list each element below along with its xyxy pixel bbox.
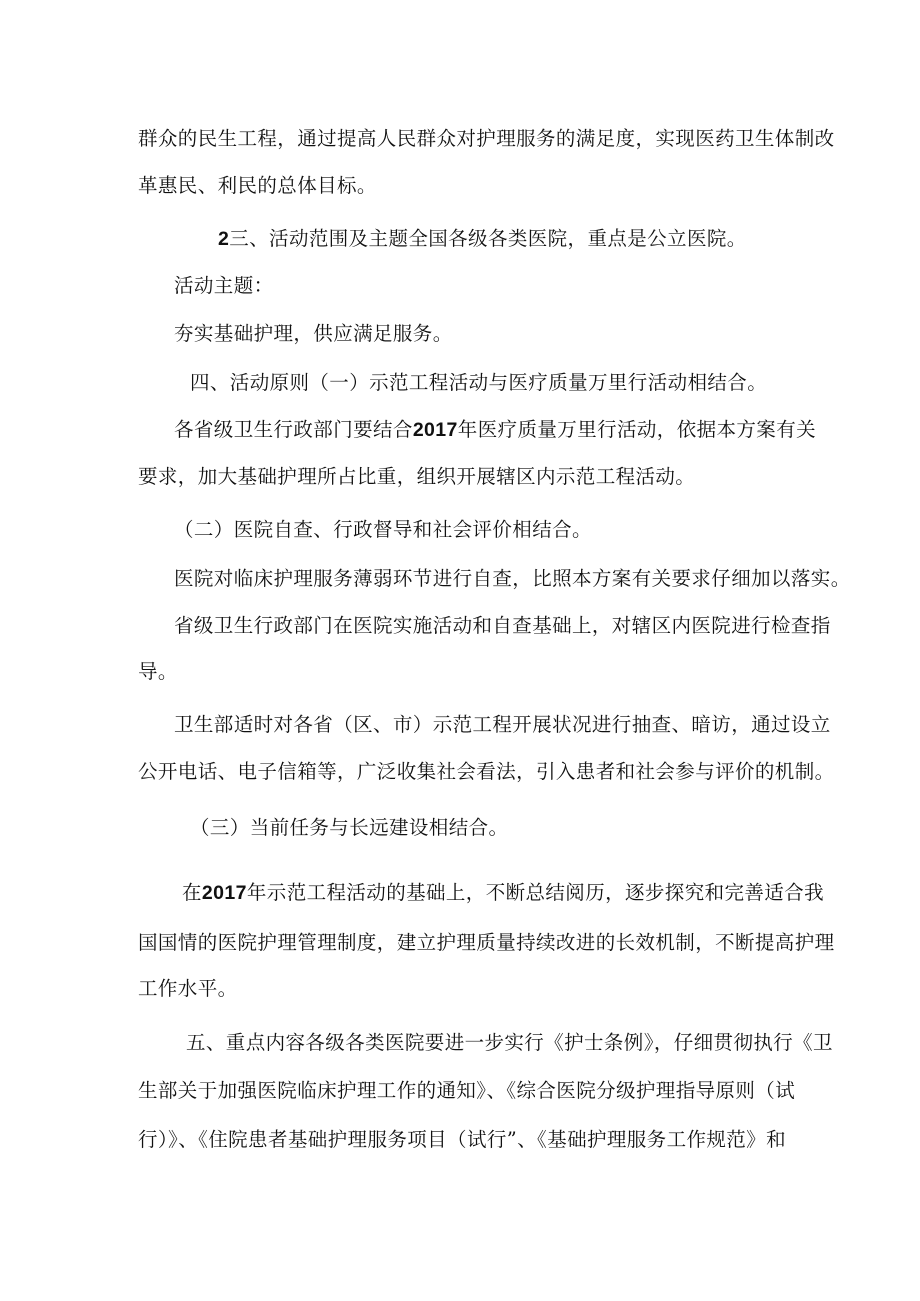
text-line: 五、重点内容各级各类医院要进一步实行《护士条例》，仔细贯彻执行《卫 <box>186 1031 833 1054</box>
text-line: 卫生部适时对各省（区、市）示范工程开展状况进行抽查、暗访，通过设立 <box>174 713 831 736</box>
text-line: 工作水平。 <box>138 977 238 1000</box>
text-line: 生部关于加强医院临床护理工作的通知》、《综合医院分级护理指导原则（试 <box>138 1079 796 1102</box>
text-line: （三）当前任务与长远建设相结合。 <box>190 816 509 839</box>
text-line: 活动主题： <box>174 274 274 297</box>
text-line: 在2017年示范工程活动的基础上，不断总结阅历，逐步探究和完善适合我 <box>182 881 824 904</box>
text-line: 夯实基础护理，供应满足服务。 <box>174 322 453 345</box>
text-line: 群众的民生工程，通过提高人民群众对护理服务的满足度，实现医药卫生体制改 <box>138 127 835 150</box>
text-line: 行）》、《住院患者基础护理服务项目（试行”、《基础护理服务工作规范》和 <box>138 1128 786 1151</box>
text-line: 导。 <box>138 660 178 683</box>
text-line: （二）医院自查、行政督导和社会评价相结合。 <box>174 518 592 541</box>
text-line: 各省级卫生行政部门要结合2017年医疗质量万里行活动，依据本方案有关 <box>174 418 816 441</box>
text-line: 要求，加大基础护理所占比重，组织开展辖区内示范工程活动。 <box>138 465 696 488</box>
text-line: 2三、活动范围及主题全国各级各类医院，重点是公立医院。 <box>218 227 747 250</box>
text-line: 四、活动原则（一）示范工程活动与医疗质量万里行活动相结合。 <box>190 371 768 394</box>
text-line: 国国情的医院护理管理制度，建立护理质量持续改进的长效机制，不断提高护理 <box>138 931 835 954</box>
text-line: 公开电话、电子信箱等，广泛收集社会看法，引入患者和社会参与评价的机制。 <box>138 760 835 783</box>
text-line: 医院对临床护理服务薄弱环节进行自查，比照本方案有关要求仔细加以落实。 <box>174 567 851 590</box>
text-line: 革惠民、利民的总体目标。 <box>138 174 377 197</box>
text-line: 省级卫生行政部门在医院实施活动和自查基础上，对辖区内医院进行检查指 <box>174 614 831 637</box>
